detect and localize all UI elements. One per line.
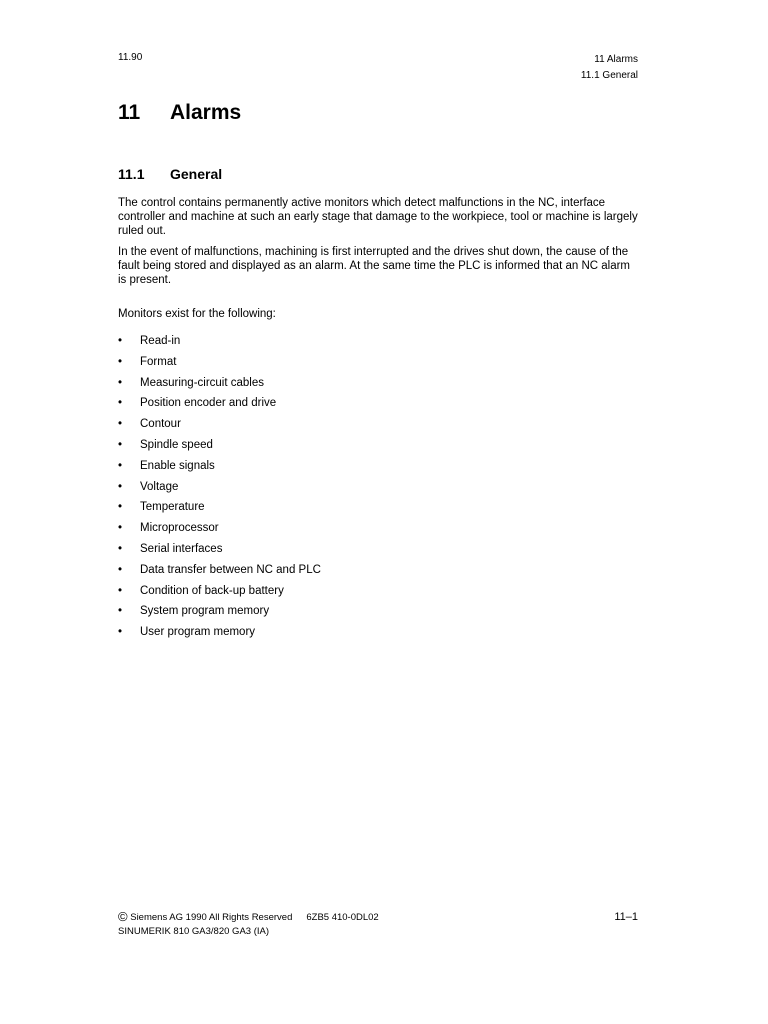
order-number: 6ZB5 410-0DL02 bbox=[306, 912, 379, 923]
list-item bbox=[118, 458, 321, 479]
bullet-glyph: • bbox=[118, 563, 123, 576]
list-item bbox=[118, 395, 321, 416]
list-item-text: Read-in bbox=[140, 335, 181, 347]
bullet-glyph: • bbox=[118, 542, 123, 555]
list-item-text: Format bbox=[140, 355, 177, 368]
monitor-list bbox=[118, 333, 321, 645]
list-item bbox=[118, 416, 321, 437]
malfunction-paragraph: In the event of malfunctions, machining is first interrupted and the drives shut down, the cause of the fault being stored and displayed as an alarm. At the same time the PLC is informed that an NC alarm is present. bbox=[118, 246, 631, 286]
list-item bbox=[118, 624, 321, 645]
monitors-intro: Monitors exist for the following: bbox=[118, 308, 276, 320]
list-item bbox=[118, 333, 321, 354]
section-heading bbox=[118, 166, 222, 182]
header-section-ref: 11.1 General bbox=[580, 70, 638, 81]
list-item bbox=[118, 603, 321, 624]
header-chapter-ref: 11 Alarms bbox=[594, 54, 638, 65]
chapter-number: 11 bbox=[118, 101, 141, 124]
list-item-text: Data transfer between NC and PLC bbox=[140, 563, 321, 576]
bullet-glyph: • bbox=[118, 335, 123, 347]
list-item bbox=[118, 375, 321, 396]
header-date: 11.90 bbox=[118, 52, 143, 63]
list-item bbox=[118, 520, 321, 541]
list-item bbox=[118, 437, 321, 458]
footer-copyright-line bbox=[118, 910, 379, 925]
intro-paragraph: The control contains permanently active monitors which detect malfunctions in the NC, interface controller and machine at such an early stage that damage to the workpiece, tool or machine is largely ruled out. bbox=[118, 197, 638, 237]
list-item-text: Microprocessor bbox=[140, 522, 219, 535]
list-item-text: Enable signals bbox=[140, 459, 215, 472]
bullet-glyph: • bbox=[118, 397, 123, 410]
list-item-text: Temperature bbox=[140, 501, 205, 514]
bullet-glyph: • bbox=[118, 605, 123, 618]
list-item bbox=[118, 479, 321, 500]
list-item bbox=[118, 354, 321, 375]
chapter-title: Alarms bbox=[170, 101, 242, 124]
list-item-text: Spindle speed bbox=[140, 438, 213, 451]
section-number: 11.1 bbox=[118, 166, 145, 182]
bullet-glyph: • bbox=[118, 522, 123, 535]
bullet-glyph: • bbox=[118, 459, 123, 472]
bullet-glyph: • bbox=[118, 418, 123, 431]
bullet-glyph: • bbox=[118, 355, 123, 368]
bullet-glyph: • bbox=[118, 438, 123, 451]
running-header bbox=[581, 52, 638, 84]
page-number: 11–1 bbox=[614, 911, 638, 923]
list-item-text: System program memory bbox=[140, 605, 270, 618]
bullet-glyph: • bbox=[118, 501, 123, 514]
copyright-symbol: © bbox=[118, 909, 128, 924]
product-name: SINUMERIK 810 GA3/820 GA3 (IA) bbox=[118, 926, 270, 937]
bullet-glyph: • bbox=[118, 626, 123, 639]
list-item bbox=[118, 541, 321, 562]
bullet-glyph: • bbox=[118, 584, 123, 597]
footer-left bbox=[118, 910, 379, 939]
list-item-text: Serial interfaces bbox=[140, 542, 223, 555]
bullet-glyph: • bbox=[118, 376, 123, 389]
list-item-text: Contour bbox=[140, 418, 181, 431]
list-item-text: User program memory bbox=[140, 626, 256, 639]
chapter-heading bbox=[118, 101, 241, 125]
section-title: General bbox=[170, 166, 223, 182]
list-item-text: Voltage bbox=[140, 480, 179, 493]
list-item bbox=[118, 499, 321, 520]
list-item-text: Condition of back-up battery bbox=[140, 584, 284, 597]
list-item-text: Position encoder and drive bbox=[140, 397, 277, 410]
list-item bbox=[118, 562, 321, 583]
list-item-text: Measuring-circuit cables bbox=[140, 376, 264, 389]
bullet-glyph: • bbox=[118, 480, 123, 493]
copyright-text: Siemens AG 1990 All Rights Reserved bbox=[130, 912, 293, 923]
list-item bbox=[118, 583, 321, 604]
